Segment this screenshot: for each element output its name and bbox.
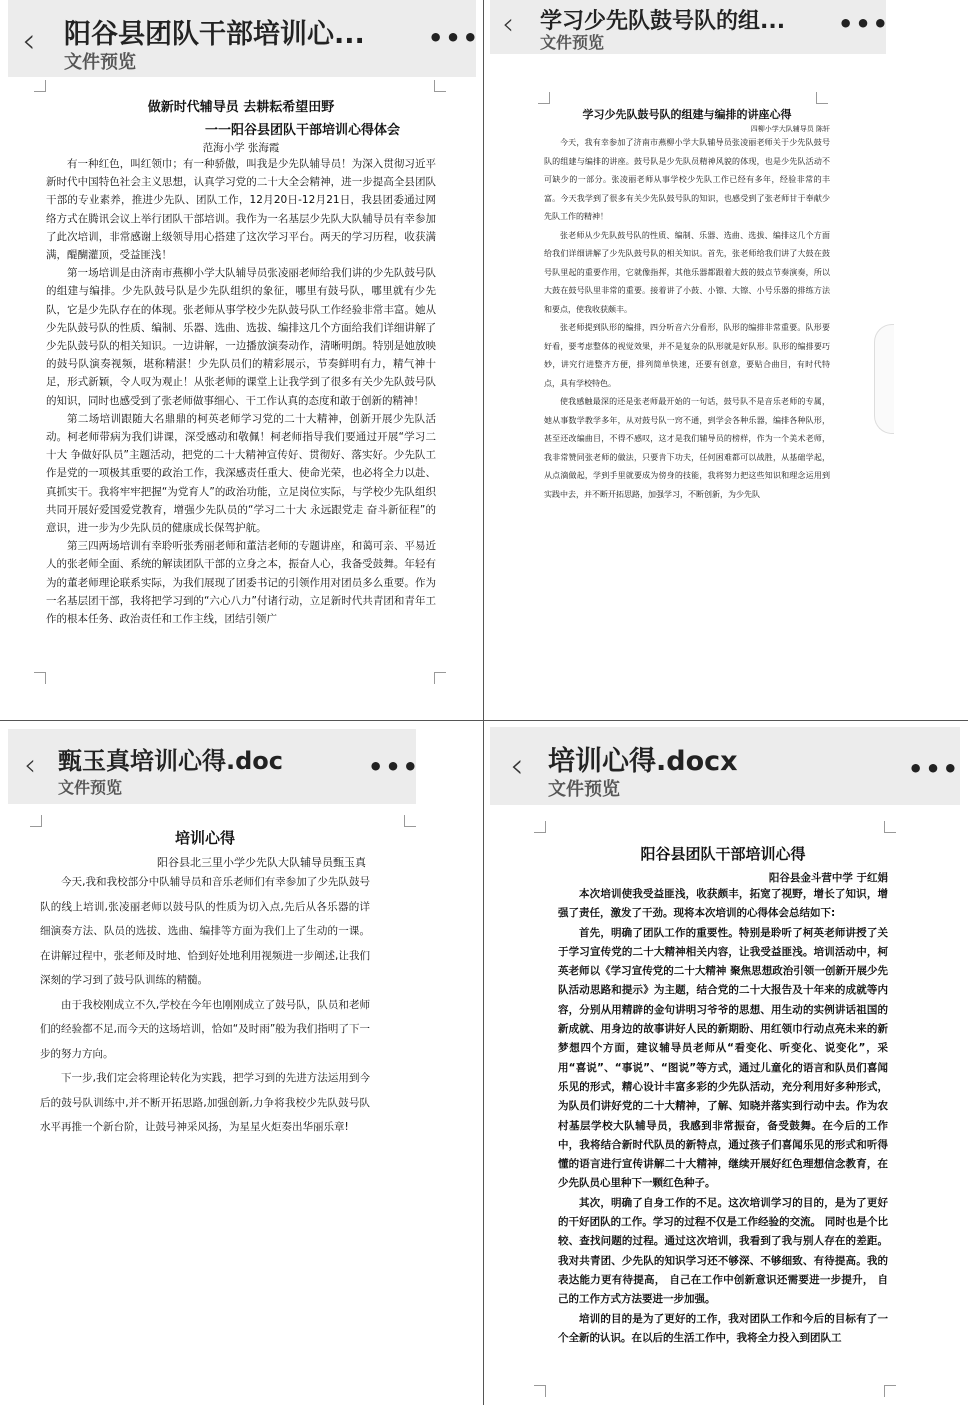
back-chevron-icon[interactable]: ‹ (502, 7, 514, 42)
back-chevron-icon[interactable]: ‹ (24, 748, 36, 783)
page-corner-mark (434, 80, 446, 92)
back-chevron-icon[interactable]: ‹ (510, 746, 524, 786)
file-title: 培训心得.docx (548, 746, 738, 777)
document-author: 四柳小学大队辅导员 陈轩 (750, 125, 830, 133)
more-dots-icon[interactable]: ••• (838, 10, 891, 38)
document-page[interactable] (40, 827, 370, 1140)
file-title: 甄玉真培训心得.doc (58, 747, 284, 775)
document-paragraph: 下一步,我们定会将理论转化为实践，把学习到的先进方法运用到今后的鼓号队训练中,并不断开拓思路,加强创新,力争将我校少先队鼓号队水平再推一个新台阶，让鼓号神采风扬，为星星火炬奏出华丽乐章! (40, 1072, 370, 1133)
document-page[interactable] (46, 92, 436, 628)
file-title: 阳谷县团队干部培训心... (64, 19, 365, 50)
document-paragraph: 今天,我和我校部分中队辅导员和音乐老师们有幸参加了少先队鼓号队的线上培训,张凌丽老师以鼓号队的性质为切入点,先后从各乐器的详细演奏方法、队员的选拔、选曲、编排等方面为我们上了生动的一课。在讲解过程中，张老师及时地、恰到好处地利用视频进一步阐述,让我们深刻的学习到了鼓号队训练的精髓。 (40, 876, 370, 986)
document-paragraph: 其次，明确了自身工作的不足。这次培训学习的目的，是为了更好的干好团队的工作。学习的过程不仅是工作经验的交流。 同时也是个比较、查找问题的过程。通过这次培训，我看到了我与别人存在的差距。我对共青团、少先队的知识学习还不够深、不够细致、有待提高。我的表达能力更有待提高， 自己在工作中创新意识还需要进一步提升， 自己的工作方式方法要进一步加强。 (558, 1196, 888, 1306)
document-author: 范海小学 张海霞 (202, 142, 280, 154)
file-preview-label: 文件预览 (64, 52, 136, 73)
page-corner-mark (884, 821, 896, 833)
document-subtitle: 一一阳谷县团队干部培训心得体会 (204, 123, 400, 138)
page-corner-mark (534, 1385, 546, 1397)
document-title: 学习少先队鼓号队的组建与编排的讲座心得 (582, 108, 792, 121)
page-corner-mark (30, 815, 42, 827)
preview-header (490, 0, 891, 54)
document-page[interactable] (558, 843, 888, 1348)
document-paragraph: 本次培训使我受益匪浅，收获颇丰，拓宽了视野，增长了知识，增强了责任，激发了干劲。现将本次培训的心得体会总结如下: (558, 888, 888, 920)
back-chevron-icon[interactable]: ‹ (22, 21, 36, 61)
document-paragraph: 使我感触最深的还是张老师最开始的一句话，鼓号队不是音乐老师的专属，她从事数学教学多年，从对鼓号队一窍不通，到学会各种乐器，编排各种队形，甚至还改编曲目，不得不感叹，这才是我们辅导员的榜样，作为一个美术老师，我非常赞同张老师的做法，只要肯下功夫，任何困难都可以战胜，从基础学起，从点滴做起，学到手里就要成为傍身的技能，我将努力把这些知识和理念运用到实践中去，并不断开拓思路，加强学习，不断创新，为少先队 (544, 397, 830, 499)
document-paragraph: 第三四两场培训有幸聆听张秀丽老师和董洁老师的专题讲座，和蔼可亲、平易近人的张老师全面、系统的解读团队干部的立身之本，振奋人心，我备受鼓舞。年轻有为的董老师理论联系实际，为我们展现了团委书记的引领作用对团员多么重要。作为一名基层团干部，我将把学习到的“六心八力”付诸行动，立足新时代共青团和青年工作的根本任务、政治责任和工作主线，团结引领广 (46, 540, 436, 626)
document-paragraph: 今天，我有幸参加了济南市燕柳小学大队辅导员张凌丽老师关于少先队鼓号队的组建与编排的讲座。鼓号队是少先队员精神风貌的体现，也是少先队活动不可缺少的一部分。张凌丽老师从事学校少先队工作已经有多年，经验非常的丰富。今天我学到了很多有关少先队鼓号队的知识，也感受到了张老师甘于奉献少先队工作的精神！ (544, 138, 830, 221)
page-corner-mark (534, 821, 546, 833)
document-page[interactable] (544, 102, 830, 504)
document-paragraph: 第二场培训跟随大名鼎鼎的柯英老师学习党的二十大精神，创新开展少先队活动。柯老师带病为我们讲课，深受感动和敬佩！柯老师指导我们要通过开展“学习二十大 争做好队员”主题活动，把党的二十大精神宣传好、贯彻好、落实好。少先队工作是党的一项极其重要的政治工作，我深感责任重大、使命光荣，也必将全力以赴、真抓实干。我将牢牢把握“为党育人”的政治功能，立足岗位实际，与学校少先队组织共同开展好爱国爱党教育，增强少先队员的“学习二十大 永远跟党走 奋斗新征程”的意识，进一步为少先队员的健康成长保驾护航。 (46, 412, 436, 535)
file-preview-label: 文件预览 (540, 33, 605, 52)
more-dots-icon[interactable]: ••• (908, 755, 961, 783)
more-dots-icon[interactable]: ••• (368, 753, 421, 781)
document-paragraph: 第一场培训是由济南市燕柳小学大队辅导员张凌丽老师给我们讲的少先队鼓号队的组建与编排。少先队鼓号队是少先队组织的象征，哪里有鼓号队，哪里就有少先队，它是少先队存在的体现。张老师从事学校少先队鼓号队工作经验非常丰富。她从少先队鼓号队的性质、编制、乐器、选曲、选拔、编排这几个方面给我们详细讲解了少先队鼓号队的相关知识。一边讲解，一边播放演奏动作，清晰明朗。特别是她放映的鼓号队演奏视频，堪称精湛！少先队员们的精彩展示，节奏鲜明有力，精气神十足，形式新颖，令人叹为观止！从张老师的课堂上让我学到了很多有关少先队鼓号队的知识，同时也感受到了张老师做事细心、干工作认真的态度和敢于创新的精神！ (46, 267, 436, 407)
page-corner-mark (34, 80, 46, 92)
file-preview-label: 文件预览 (548, 779, 620, 800)
document-paragraph: 由于我校刚成立不久,学校在今年也刚刚成立了鼓号队，队员和老师们的经验都不足,而今天的这场培训，恰如“及时雨”般为我们指明了下一步的努力方向。 (40, 998, 370, 1060)
preview-header (490, 727, 960, 805)
side-scroll-handle[interactable] (874, 324, 894, 434)
document-paragraph: 张老师从少先队鼓号队的性质、编制、乐器、选曲、选拔、编排这几个方面给我们详细讲解了少先队鼓号队的相关知识。首先，张老师给我们讲了大鼓在鼓号队里起的重要作用，它就像指挥，其他乐器都跟着大鼓的鼓点节奏演奏，所以大鼓在鼓号队里非常的重要。接着讲了小鼓、小镲、大镲、小号乐器的排练方法和要点，使我收获颇丰。 (544, 230, 830, 314)
document-title: 做新时代辅导员 去耕耘希望田野 (147, 100, 335, 115)
preview-header (8, 0, 481, 77)
file-preview-label: 文件预览 (58, 778, 123, 797)
more-dots-icon[interactable]: ••• (428, 24, 481, 52)
document-paragraph: 有一种红色，叫红领巾；有一种骄傲，叫我是少先队辅导员！为深入贯彻习近平新时代中国特色社会主义思想，认真学习党的二十大全会精神，进一步提高全县团队干部的专业素养，推进少先队、团队工作，12月20日-12月21日，我县团委通过网络方式在腾讯会议上举行团队干部培训。我作为一名基层少先队大队辅导员有幸参加了此次培训，非常感谢上级领导用心搭建了这次学习平台。两天的学习历程，收获满满，醍醐灌顶，受益匪浅！ (46, 158, 436, 262)
document-paragraph: 张老师提到队形的编排，四分听音六分看形，队形的编排非常重要。队形要好看，要考虑整体的视觉效果，并不是复杂的队形就是好队形。队形的编排要巧妙，讲究行进整齐方便，排列简单快速，还要有创意，要贴合曲目，有时代特点，具有学校特色。 (544, 323, 830, 388)
page-corner-mark (34, 672, 46, 684)
document-title: 培训心得 (174, 829, 235, 847)
preview-panel-3 (0, 721, 483, 1405)
document-paragraph: 培训的目的是为了更好的工作，我对团队工作和今后的目标有了一个全新的认识。在以后的生活工作中，我将全力投入到团队工 (558, 1312, 888, 1344)
preview-panel-1 (0, 0, 483, 720)
page-corner-mark (434, 672, 446, 684)
page-corner-mark (884, 1385, 896, 1397)
document-title: 阳谷县团队干部培训心得 (640, 845, 806, 863)
document-author: 阳谷县北三里小学少先队大队辅导员甄玉真 (157, 856, 366, 869)
page-corner-mark (404, 815, 416, 827)
file-title: 学习少先队鼓号队的组... (540, 9, 786, 34)
document-author: 阳谷县金斗营中学 于红娟 (768, 872, 888, 884)
document-paragraph: 首先，明确了团队工作的重要性。特别是聆听了柯英老师讲授了关于学习宣传党的二十大精神相关内容，让我受益匪浅。培训活动中，柯英老师以《学习宣传党的二十大精神 聚焦思想政治引领一创新开展少先队活动思路和提示》为主题，结合党的二十大报告及十年来的成就等内容，分别从用精辟的金句讲明习爷爷的思想、用生动的实例讲话祖国的新成就、用身边的故事讲好人民的新期盼、用红领巾行动点亮未来的新梦想四个方面，建议辅导员老师从“看变化、听变化、说变化”，采用“喜说”、“事说”、“图说”等方式，通过儿童化的语言和队员们喜闻乐见的形式，精心设计丰富多彩的少先队活动，充分利用好多种形式，为队员们讲好党的二十大精神，了解、知晓并落实到行动中去。作为农村基层学校大队辅导员，我感到非常振奋，备受鼓舞。在今后的工作中，我将结合新时代队员的新特点，通过孩子们喜闻乐见的形式和听得懂的语言进行宣传讲解二十大精神，继续开展好红色理想信念教育，在少先队员心里种下一颗红色种子。 (558, 926, 888, 1190)
preview-panel-4 (484, 721, 968, 1405)
preview-header (8, 729, 421, 804)
preview-panel-2 (484, 0, 968, 720)
